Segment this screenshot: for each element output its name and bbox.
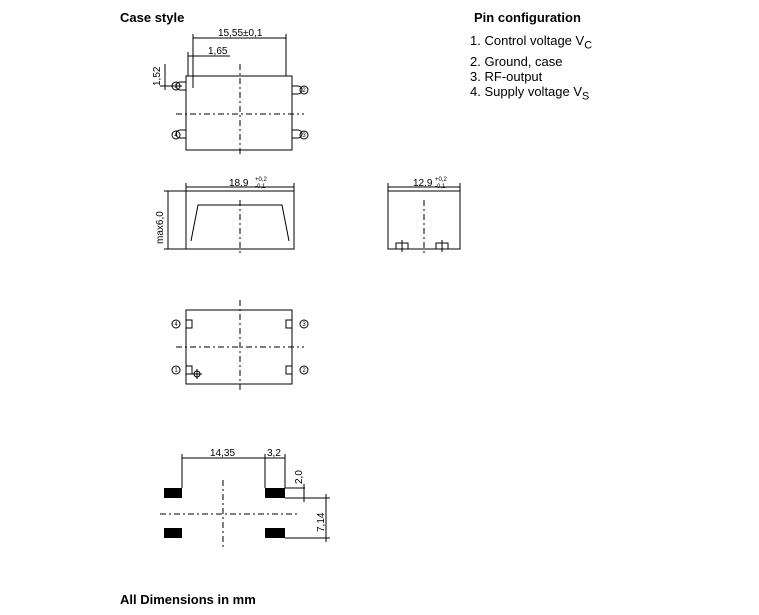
pad-1 [164,488,182,498]
dim-length: 18,9 [229,178,249,189]
pad-4 [164,528,182,538]
pad-3 [265,528,285,538]
front-view [164,183,294,256]
side-view [388,183,460,256]
dim-pad-spacing: 14,35 [210,448,236,459]
dim-length-tol-minus: -0,1 [255,184,266,190]
dim-pad-height: 2,0 [294,470,305,484]
bottom-view [172,300,308,392]
pad-2 [265,488,285,498]
dim-pin-height: 1,52 [152,66,163,86]
dim-pad-width: 3,2 [267,448,281,459]
top-view [160,34,308,155]
dim-height: max6,0 [155,211,166,244]
dim-width-top: 15,55±0,1 [218,28,263,39]
pin-marker-1-top: 1 [174,84,178,90]
pin-marker-2-top: 2 [302,88,306,94]
dim-width-tol-plus: +0,2 [435,177,447,183]
pin-marker-3-top: 3 [302,133,306,139]
pin-marker-3-bottom: 3 [302,322,306,328]
pin-marker-4-bottom: 4 [174,322,178,328]
pin-item-3: 3. RF-output [470,68,543,84]
dim-width-tol-minus: -0,1 [435,184,446,190]
pin-item-2: 2. Ground, case [470,53,563,69]
pin-item-4: 4. Supply voltage $V_S$ [470,83,590,103]
dim-length-tol-plus: +0,2 [255,177,267,183]
pin-marker-2-bottom: 2 [302,368,306,374]
dimensions-unit-note: All Dimensions in mm [120,592,256,607]
case-style-heading: Case style [120,10,185,25]
pin-marker-4-top: 4 [174,133,178,139]
footprint-view [160,454,330,548]
pin-item-1: 1. Control voltage $V_C$ [470,33,593,52]
pin-configuration-heading: Pin configuration [474,10,581,25]
footprint-pads [164,488,285,538]
dim-pad-pitch: 7,14 [316,512,327,532]
dim-width: 12,9 [413,178,433,189]
dim-pin-offset: 1,65 [208,46,228,57]
pin-marker-1-bottom: 1 [174,368,178,374]
